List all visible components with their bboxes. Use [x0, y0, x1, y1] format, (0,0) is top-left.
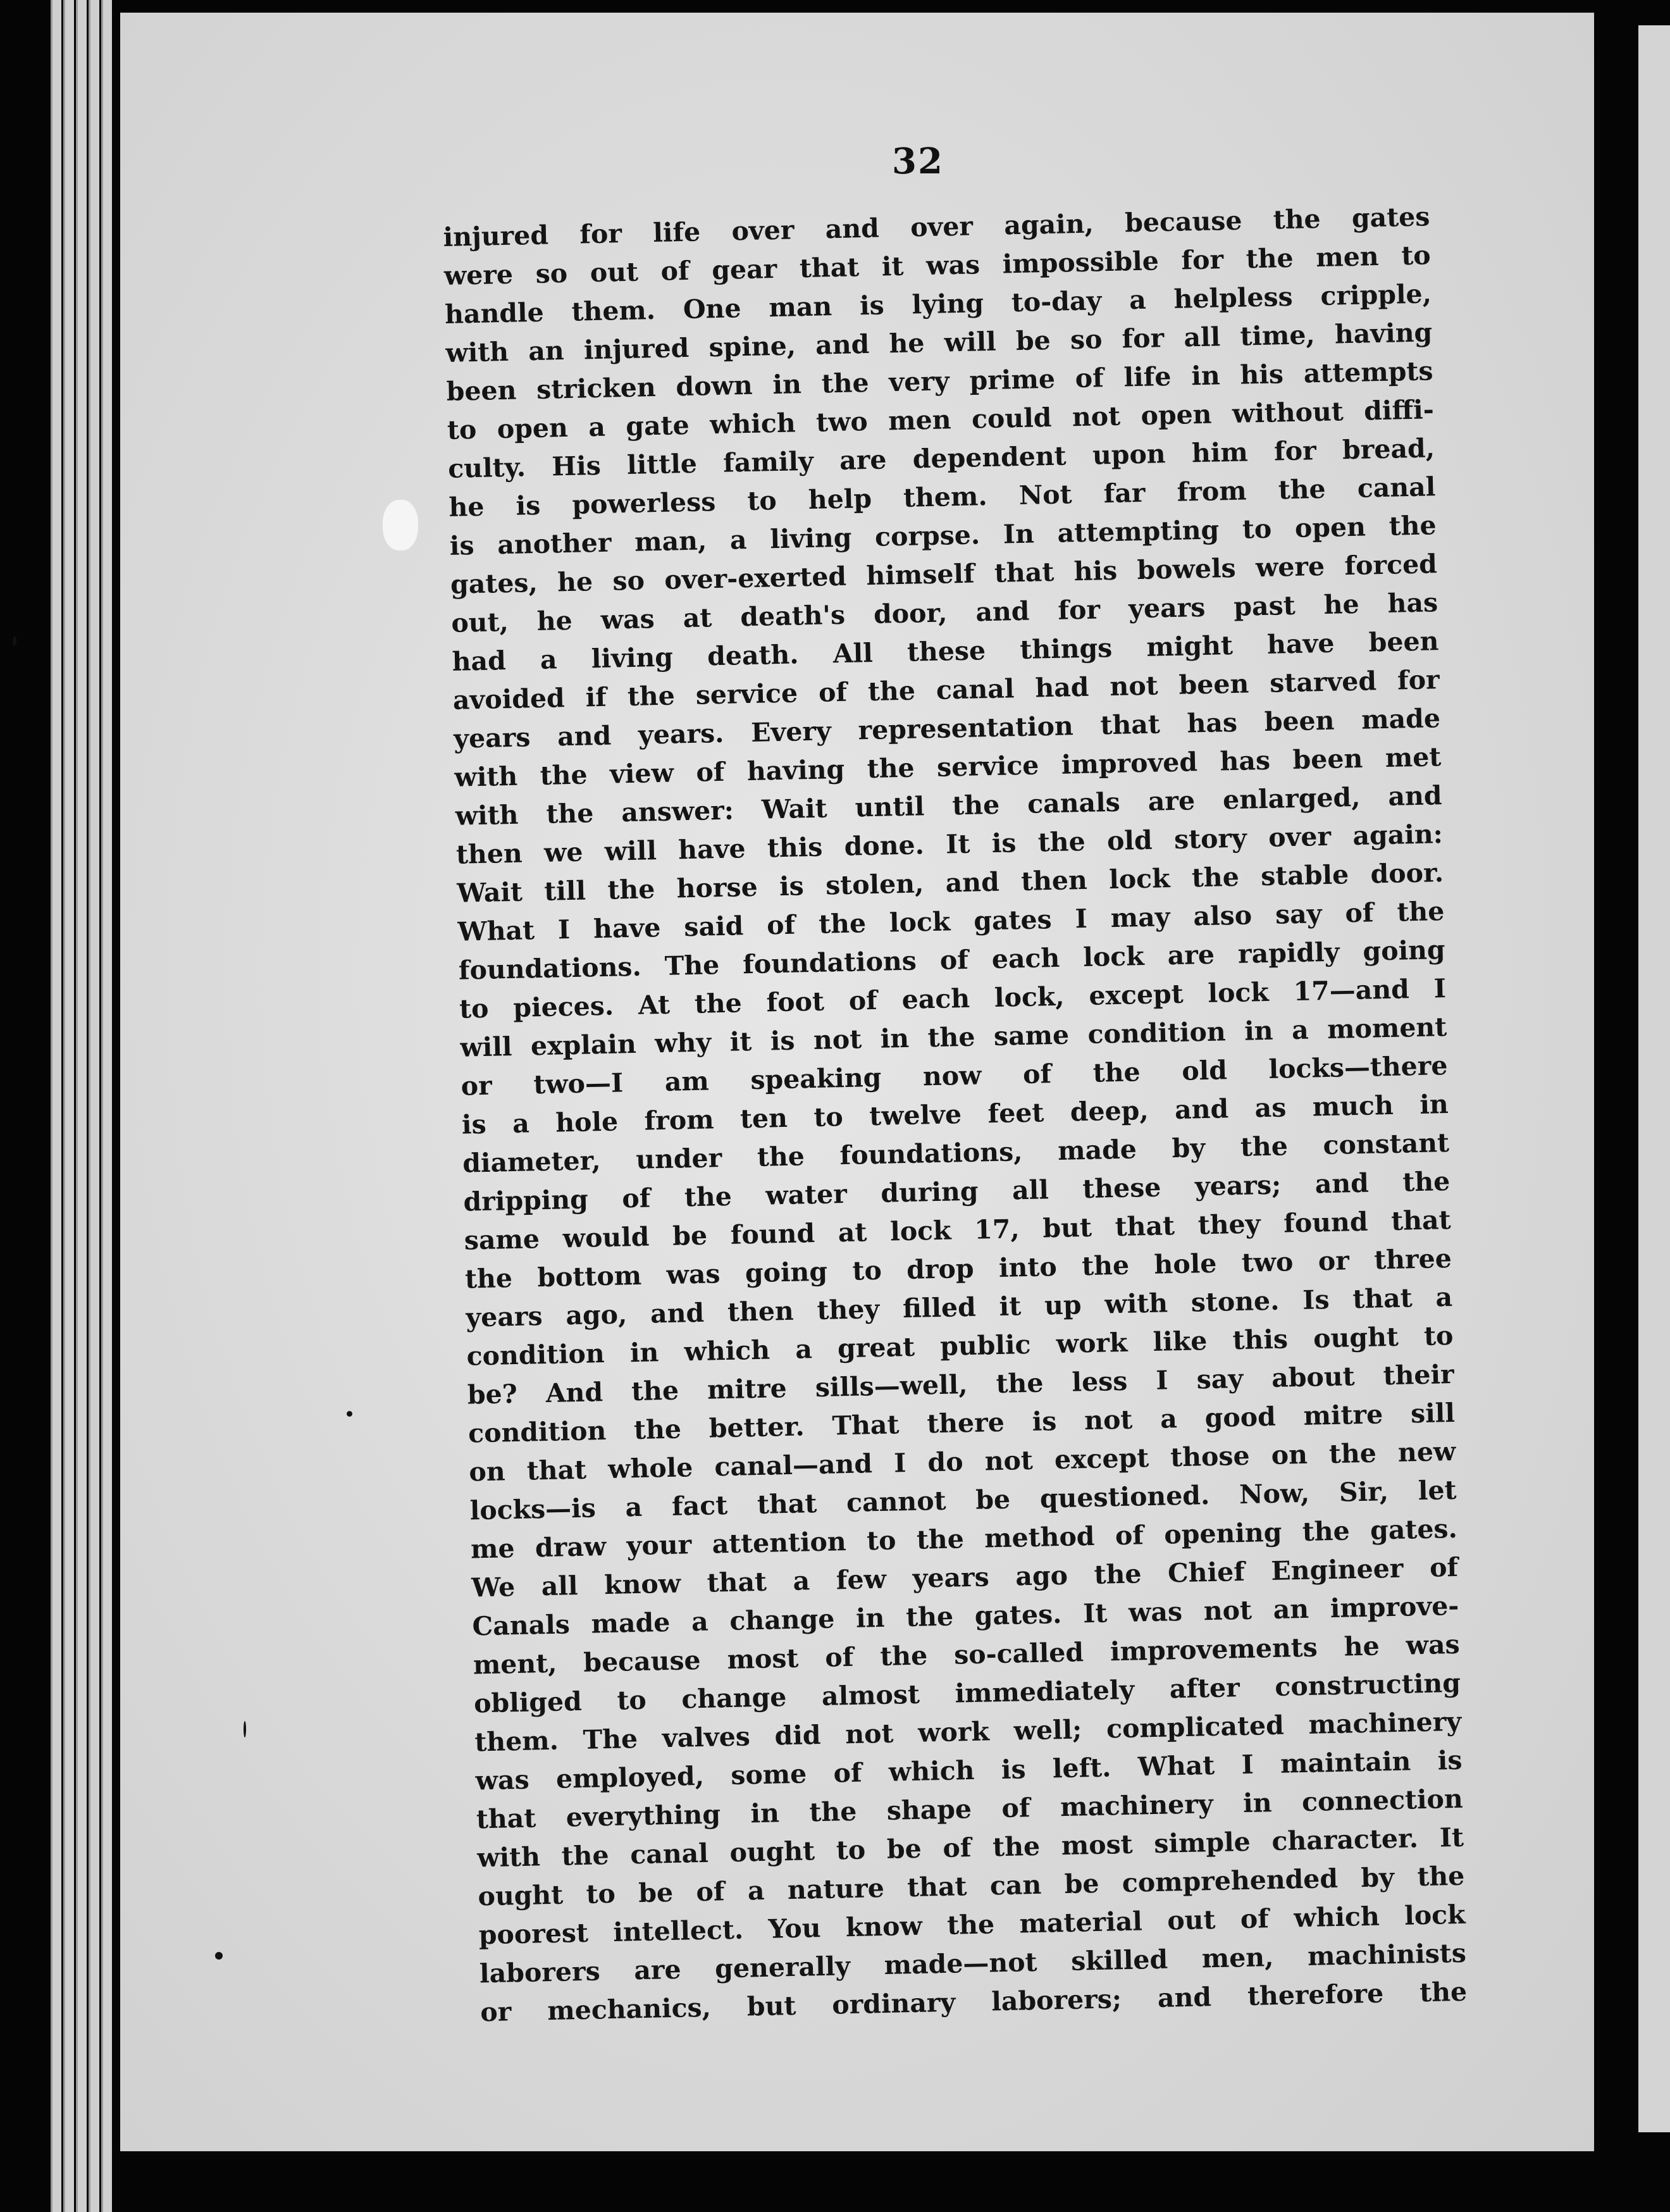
ink-speck [13, 636, 16, 646]
text-line: with the canal ought to be of the most simple character. It [476, 1822, 1464, 1873]
paper-blemish [383, 500, 418, 550]
page-edge [101, 0, 112, 2212]
text-line: me draw your attention to the method of opening the gates. [470, 1513, 1458, 1565]
text-line: dripping of the water during all these years; and the [463, 1165, 1450, 1217]
ink-speck [215, 1952, 223, 1960]
text-line: or mechanics, but ordinary laborers; and therefore the [479, 1976, 1468, 2028]
text-line: that everything in the shape of machinery in connection [476, 1783, 1464, 1835]
page-edge [76, 0, 87, 2212]
text-line: Wait till the horse is stolen, and then lock the stable door. [456, 857, 1444, 909]
text-line: years ago, and then they filled it up with stone. Is that a [465, 1281, 1453, 1333]
text-line: be? And the mitre sills—well, the less I say about their [467, 1358, 1455, 1410]
text-line: injured for life over and over again, because the gates [443, 201, 1430, 252]
text-line: were so out of gear that it was impossible for the men to [443, 240, 1432, 291]
text-line: with the view of having the service improved has been met [454, 742, 1442, 793]
text-line: ment, because most of the so-called improvements he was [473, 1629, 1461, 1681]
text-line: culty. His little family are dependent upon him for bread, [447, 433, 1435, 484]
text-line: years and years. Every representation that has been made [453, 703, 1441, 754]
body-text [443, 197, 1468, 2032]
text-line: with an injured spine, and he will be so for all time, having [445, 317, 1433, 368]
text-line: been stricken down in the very prime of life in his attempts [446, 356, 1433, 407]
page-edge [63, 0, 74, 2212]
text-line: same would be found at lock 17, but that they found that [464, 1204, 1452, 1256]
text-line: with the answer: Wait until the canals are enlarged, and [455, 780, 1442, 831]
text-line: condition in which a great public work like this ought to [466, 1320, 1454, 1372]
text-line: will explain why it is not in the same condition in a moment [459, 1012, 1447, 1063]
text-line: gates, he so over-exerted himself that his bowels were forced [450, 549, 1438, 600]
text-line: or two—I am speaking now of the old locks—there [461, 1050, 1448, 1102]
text-line: the bottom was going to drop into the hole two or three [464, 1243, 1452, 1295]
text-line: handle them. One man is lying to-day a helpless cripple, [444, 278, 1432, 330]
facing-page-edge [1638, 25, 1670, 2132]
text-line: locks—is a fact that cannot be questioned. Now, Sir, let [469, 1474, 1457, 1526]
text-line: avoided if the service of the canal had not been starved for [452, 664, 1440, 716]
text-line: them. The valves did not work well; complicated machinery [474, 1706, 1462, 1758]
text-line: is a hole from ten to twelve feet deep, and as much in [461, 1089, 1449, 1140]
ink-speck [347, 1411, 352, 1417]
text-line: condition the better. That there is not a good mitre sill [467, 1397, 1456, 1449]
text-line: then we will have this done. It is the old story over again: [455, 819, 1444, 870]
text-line: he is powerless to help them. Not far from the canal [448, 471, 1436, 523]
page-edge [51, 0, 61, 2212]
text-line: to pieces. At the foot of each lock, except lock 17—and I [459, 973, 1447, 1024]
text-line: was employed, some of which is left. What I maintain is [475, 1744, 1463, 1796]
text-line: out, he was at death's door, and for years past he has [450, 587, 1438, 638]
page-edge [89, 0, 99, 2212]
page-number: 32 [892, 140, 944, 182]
text-line: to open a gate which two men could not open without diffi- [447, 394, 1435, 445]
text-line: had a living death. All these things might have been [452, 626, 1439, 677]
text-line: diameter, under the foundations, made by the constant [462, 1128, 1450, 1179]
ink-speck [244, 1721, 246, 1737]
text-line: What I have said of the lock gates I may also say of the [457, 896, 1445, 947]
text-line: obliged to change almost immediately after constructing [473, 1667, 1461, 1719]
text-line: laborers are generally made—not skilled men, machinists [479, 1937, 1467, 1989]
text-line: is another man, a living corpse. In attempting to open the [449, 510, 1437, 561]
text-line: poorest intellect. You know the material out of which lock [478, 1899, 1466, 1951]
text-line: Canals made a change in the gates. It was not an improve- [472, 1590, 1459, 1642]
text-line: We all know that a few years ago the Chief Engineer of [471, 1551, 1459, 1603]
text-line: on that whole canal—and I do not except those on the new [469, 1436, 1456, 1488]
text-line: ought to be of a nature that can be comprehended by the [478, 1860, 1465, 1912]
text-line: foundations. The foundations of each lock are rapidly going [458, 935, 1446, 986]
